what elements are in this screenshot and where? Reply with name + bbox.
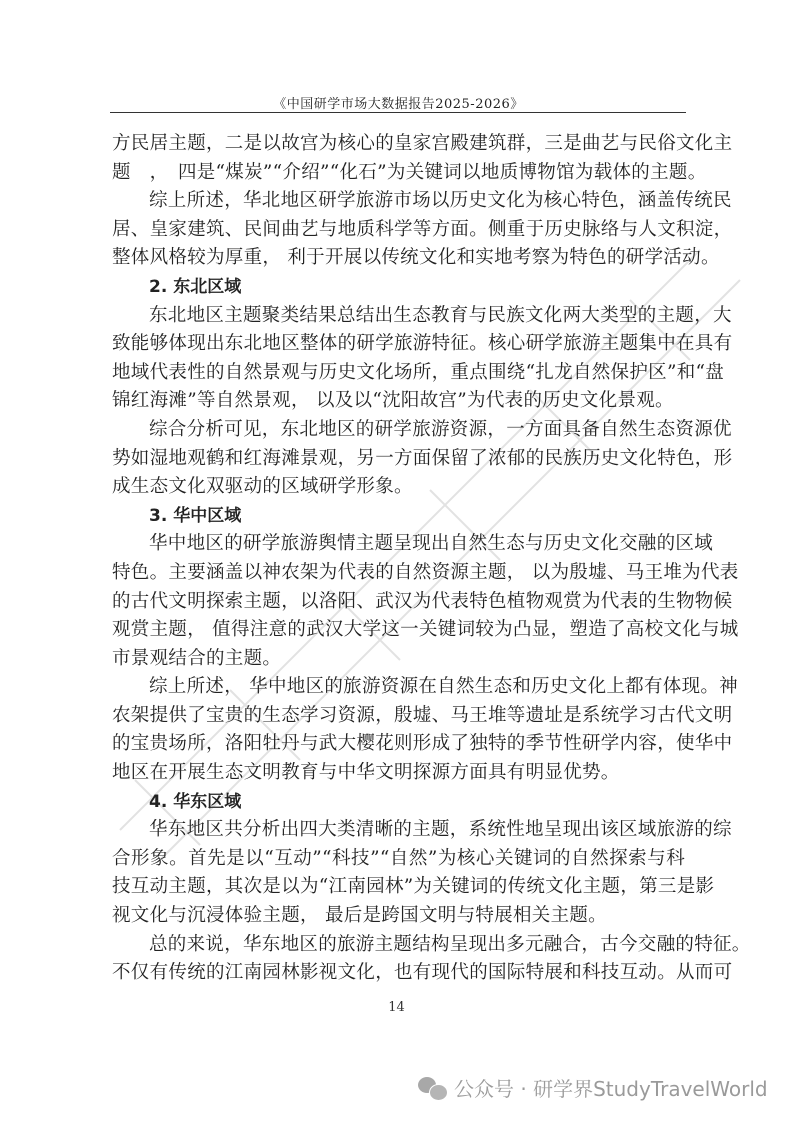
paragraph xyxy=(112,130,733,187)
section-heading: 2. 东北区域 xyxy=(149,276,242,297)
wechat-icon xyxy=(418,1075,448,1101)
text-line: 的古代文明探索主题，以洛阳、武汉为代表特色植物观赏为代表的生物物候 xyxy=(112,590,733,612)
text-line: 农架提供了宝贵的生态学习资源，殷墟、马王堆等遗址是系统学习古代文明 xyxy=(112,704,733,726)
text-line: 特色。主要涵盖以神农架为代表的自然资源主题， 以为殷墟、马王堆为代表 xyxy=(112,561,739,583)
text-line: 题 ， 四是“煤炭”“介绍”“化石”为关键词以地质博物馆为载体的主题。 xyxy=(112,161,707,183)
text-line: 观赏主题， 值得注意的武汉大学这一关键词较为凸显，塑造了高校文化与城 xyxy=(112,619,739,641)
text-line: 综上所述，华北地区研学旅游市场以历史文化为核心特色，涵盖传统民 xyxy=(149,190,732,212)
text-line: 综合分析可见，东北地区的研学旅游资源，一方面具备自然生态资源优 xyxy=(149,418,732,440)
paragraph xyxy=(112,530,739,673)
paragraph xyxy=(112,416,733,502)
document-body xyxy=(112,130,751,988)
text-line: 势如湿地观鹤和红海滩景观，另一方面保留了浓郁的民族历史文化特色，形 xyxy=(112,447,733,469)
text-line: 地区在开展生态文明教育与中华文明探源方面具有明显优势。 xyxy=(112,762,620,784)
text-line: 市景观结合的主题。 xyxy=(112,647,282,669)
text-line: 锦红海滩”等自然景观， 以及以“沈阳故宫”为代表的历史文化景观。 xyxy=(112,390,674,412)
text-line: 华中地区的研学旅游舆情主题呈现出自然生态与历史文化交融的区域 xyxy=(149,533,714,555)
text-line: 总的来说，华东地区的旅游主题结构呈现出多元融合，古今交融的特征。 xyxy=(149,933,751,955)
text-line: 方民居主题，二是以故宫为核心的皇家宫殿建筑群，三是曲艺与民俗文化主 xyxy=(112,133,733,154)
paragraph xyxy=(112,931,751,988)
page-number: 14 xyxy=(388,1000,405,1015)
section-heading: 3. 华中区域 xyxy=(149,505,242,526)
text-line: 视文化与沉浸体验主题， 最后是跨国文明与特展相关主题。 xyxy=(112,905,607,927)
text-line: 东北地区主题聚类结果总结出生态教育与民族文化两大类型的主题，大 xyxy=(149,304,732,326)
text-line: 不仅有传统的江南园林影视文化，也有现代的国际特展和科技互动。从而可 xyxy=(112,962,733,984)
text-line: 致能够体现出东北地区整体的研学旅游特征。核心研学旅游主题集中在具有 xyxy=(112,333,733,355)
paragraph xyxy=(112,673,738,787)
section-heading: 4. 华东区域 xyxy=(149,791,242,812)
footer-account-name: 公众号 · 研学界StudyTravelWorld xyxy=(454,1077,768,1101)
text-line: 地域代表性的自然景观与历史文化场所，重点围绕“扎龙自然保护区”和“盘 xyxy=(112,361,725,383)
paragraph xyxy=(112,187,733,273)
text-line: 综上所述， 华中地区的旅游资源在自然生态和历史文化上都有体现。神 xyxy=(149,676,738,698)
text-line: 居、皇家建筑、民间曲艺与地质科学等方面。侧重于历史脉络与人文积淀， xyxy=(112,218,733,240)
text-line: 华东地区共分析出四大类清晰的主题，系统性地呈现出该区域旅游的综 xyxy=(149,819,732,841)
text-line: 合形象。首先是以“互动”“科技”“自然”为核心关键词的自然探索与科 xyxy=(112,847,685,869)
text-line: 技互动主题，其次是以为“江南园林”为关键词的传统文化主题，第三是影 xyxy=(112,876,715,898)
text-line: 整体风格较为厚重， 利于开展以传统文化和实地考察为特色的研学活动。 xyxy=(112,247,720,269)
running-header: 《中国研学市场大数据报告2025-2026》 xyxy=(273,97,524,112)
text-line: 成生态文化双驱动的区域研学形象。 xyxy=(112,476,413,498)
header-divider xyxy=(110,112,686,113)
paragraph xyxy=(112,816,732,930)
wechat-footer xyxy=(418,1073,768,1102)
text-line: 的宝贵场所，洛阳牡丹与武大樱花则形成了独特的季节性研学内容，使华中 xyxy=(112,733,733,755)
paragraph xyxy=(112,302,733,416)
